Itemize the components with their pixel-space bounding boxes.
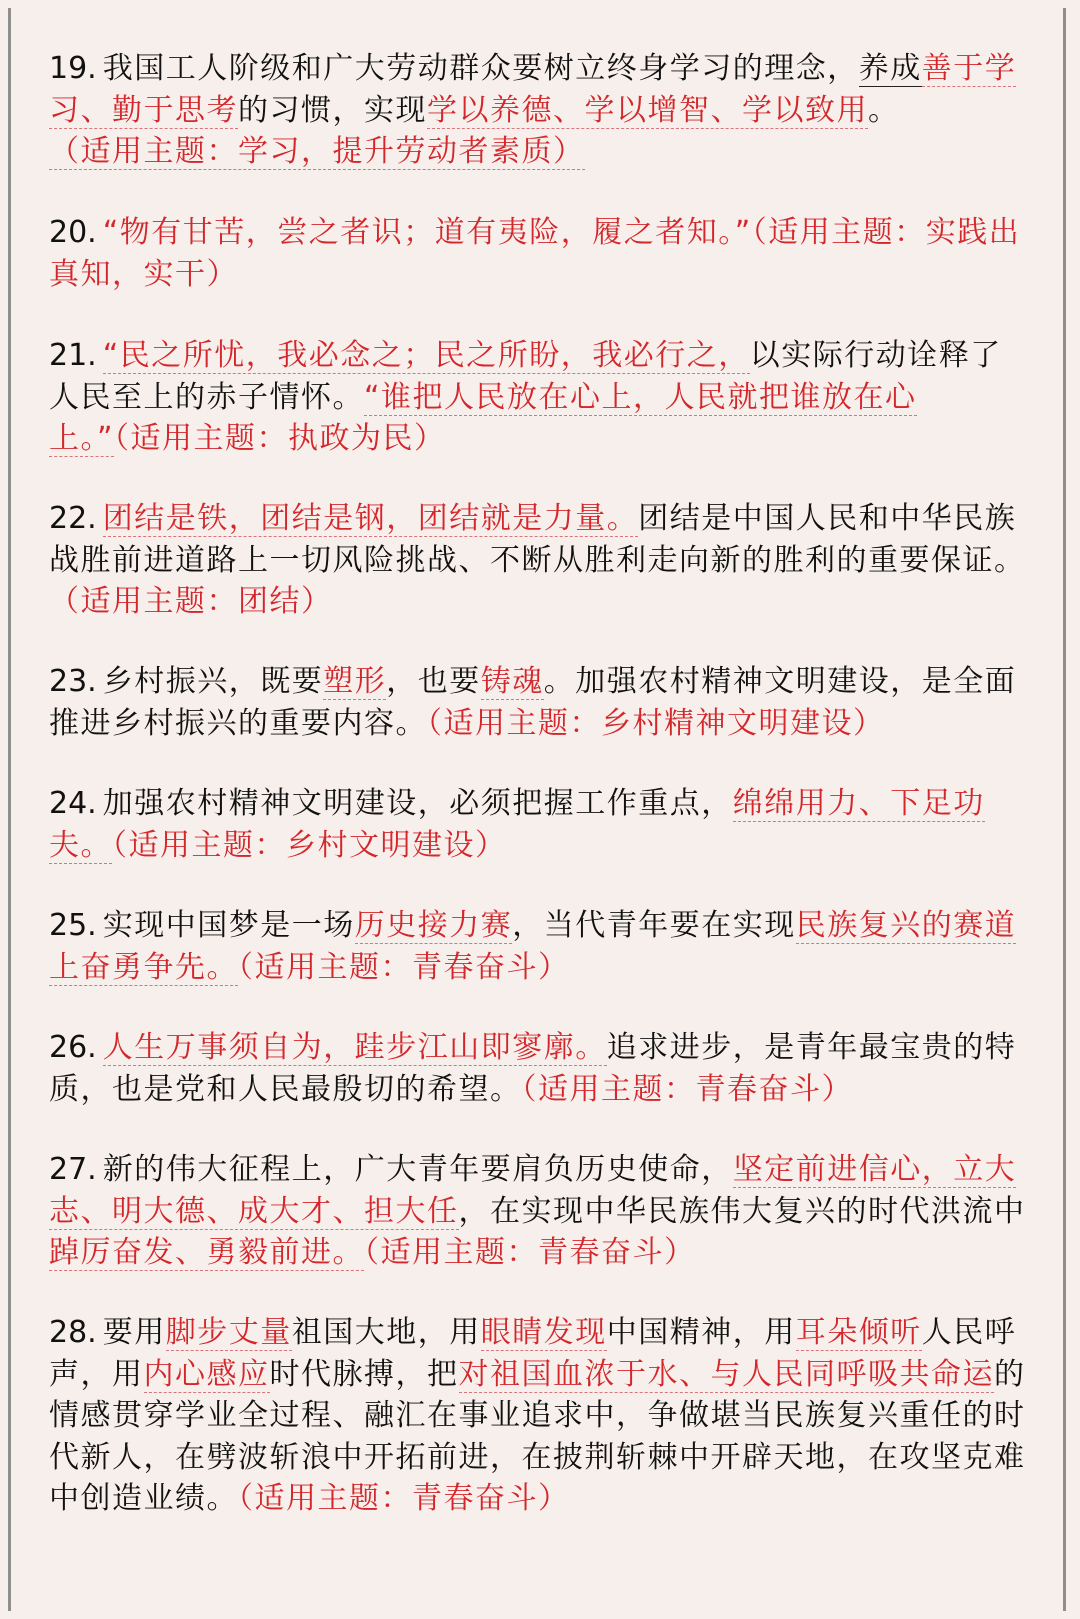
highlight-text: 踔厉奋发、勇毅前进。 (49, 1235, 364, 1270)
highlight-text: 坚定前进信心，立大志、明大德、成大才、担大任 (49, 1152, 1017, 1229)
highlight-text: 善于学习、勤于思考 (49, 51, 1017, 128)
item-20 (49, 212, 1029, 295)
highlight-text: 历史接力赛 (354, 908, 513, 943)
item-19 (49, 48, 1029, 173)
text-span: 中国精神，用 (606, 1315, 796, 1350)
text-span: 新的伟大征程上，广大青年要肩负历史使命， (102, 1152, 733, 1187)
text-span: ，当代青年要在实现 (512, 908, 796, 943)
item-number: 20. (49, 215, 97, 250)
item-number: 26. (49, 1030, 97, 1065)
highlight-text: 铸魂 (480, 664, 544, 699)
highlight-text: 人生万事须自为，跬步江山即寥廓。 (102, 1030, 607, 1065)
item-23 (49, 661, 1029, 744)
highlight-text: 团结是铁，团结是钢，团结就是力量。 (102, 501, 639, 536)
item-number: 23. (49, 664, 97, 699)
highlight-text: “谁把人民放在心上，人民就把谁放在心上。” (49, 379, 917, 456)
text-span: 我国工人阶级和广大劳动群众要树立终身学习的理念， (102, 51, 859, 86)
document-page (8, 8, 1066, 1611)
highlight-text: 内心感应 (143, 1356, 270, 1392)
highlight-text: 耳朵倾听 (795, 1315, 922, 1350)
text-span: 追求进步，是青年最宝贵的特质，也是党和人民最殷切的希望。 (49, 1030, 1017, 1107)
topic-tag: （适用主题：乡村文明建设） (112, 827, 507, 863)
text-span: 乡村振兴，既要 (102, 664, 324, 699)
text-span: 时代脉搏，把 (269, 1356, 459, 1392)
text-span: ，在实现中华民族伟大复兴的时代洪流中 (458, 1193, 1026, 1229)
highlight-text: 绵绵用力、下足功夫。 (49, 786, 985, 863)
item-number: 22. (49, 501, 97, 536)
item-27 (49, 1149, 1029, 1274)
topic-tag: （适用主题：团结） (49, 584, 333, 619)
topic-tag: （适用主题：学习，提升劳动者素质） (49, 134, 585, 169)
text-span: 的习惯，实现 (238, 92, 427, 128)
text-span: 加强农村精神文明建设，必须把握工作重点， (102, 786, 733, 821)
underlined-text: 养成 (858, 51, 922, 86)
highlight-text: 对祖国血浓于水、与人民同呼吸共命运 (458, 1356, 994, 1392)
text-span: 。 (868, 92, 900, 128)
highlight-text: 塑形 (323, 664, 387, 699)
text-span: 实现中国梦是一场 (102, 908, 355, 943)
item-number: 24. (49, 786, 97, 821)
text-span: 祖国大地，用 (291, 1315, 481, 1350)
item-21 (49, 335, 1029, 460)
topic-tag: （适用主题：乡村精神文明建设） (427, 705, 885, 741)
item-26 (49, 1027, 1029, 1110)
topic-tag: （适用主题：青春奋斗） (238, 1481, 570, 1516)
text-span: 。加强农村精神文明建设，是全面推进乡村振兴的重要内容。 (49, 664, 1017, 741)
text-span: 要用 (102, 1315, 166, 1350)
highlight-text: 学以养德、学以增智、学以致用 (427, 92, 868, 128)
item-number: 25. (49, 908, 97, 943)
item-number: 27. (49, 1152, 97, 1187)
item-25 (49, 905, 1029, 988)
topic-tag: （适用主题：青春奋斗） (364, 1235, 696, 1270)
item-24 (49, 783, 1029, 866)
text-span: ，也要 (386, 664, 481, 699)
quote-text: “物有甘苦，尝之者识；道有夷险，履之者知。”（适用主题：实践出真知，实干） (49, 215, 1021, 292)
highlight-text: 民族复兴的赛道上奋勇争先。 (49, 908, 1017, 985)
item-number: 19. (49, 51, 97, 86)
text-span: 人民呼声，用 (49, 1315, 1017, 1392)
highlight-text: 眼睛发现 (480, 1315, 607, 1350)
item-22 (49, 498, 1029, 623)
topic-tag: （适用主题：青春奋斗） (521, 1071, 853, 1107)
text-span: 团结是中国人民和中华民族战胜前进道路上一切风险挑战、不断从胜利走向新的胜利的重要保证。 (49, 501, 1026, 578)
item-28 (49, 1312, 1029, 1520)
topic-tag: （适用主题：执政为民） (114, 421, 446, 456)
highlight-text: “民之所忧，我必念之；民之所盼，我必行之， (102, 338, 750, 373)
item-number: 28. (49, 1315, 97, 1350)
topic-tag: （适用主题：青春奋斗） (238, 949, 570, 985)
item-number: 21. (49, 338, 97, 373)
text-span: 以实际行动诠释了人民至上的赤子情怀。 (49, 338, 1002, 415)
highlight-text: 脚步丈量 (165, 1315, 292, 1350)
text-span: 的情感贯穿学业全过程、融汇在事业追求中，争做堪当民族复兴重任的时代新人，在劈波斩浪中开拓前进，在披荆斩棘中开辟天地，在攻坚克难中创造业绩。 (49, 1356, 1026, 1516)
